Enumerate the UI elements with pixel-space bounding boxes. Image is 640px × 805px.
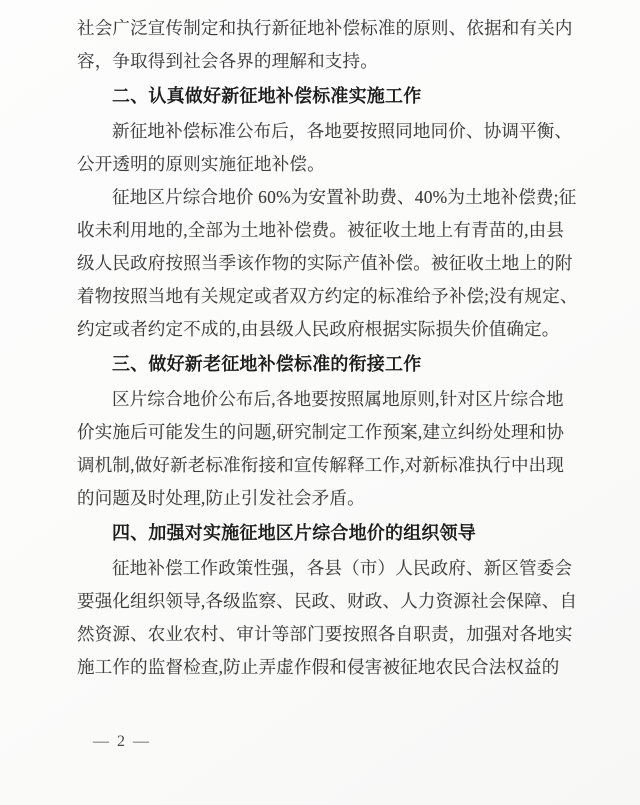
text-line: 价实施后可能发生的问题,研究制定工作预案,建立纠纷处理和协 — [77, 422, 565, 442]
text-line: 征地区片综合地价 60%为安置补助费、40%为土地补偿费;征 — [112, 187, 577, 207]
section-heading: 四、加强对实施征地区片综合地价的组织领导 — [112, 523, 476, 543]
section-heading: 二、认真做好新征地补偿标准实施工作 — [112, 86, 422, 106]
text-line: 级人民政府按照当季该作物的实际产值补偿。被征收土地上的附 — [77, 253, 573, 273]
text-line: 区片综合地价公布后,各地要按照属地原则,针对区片综合地 — [112, 389, 564, 409]
text-line: 新征地补偿标准公布后，各地要按照同地同价、协调平衡、 — [112, 121, 573, 141]
text-line: 征地补偿工作政策性强，各县（市）人民政府、新区管委会 — [112, 558, 573, 578]
text-line: 约定或者约定不成的,由县级人民政府根据实际损失价值确定。 — [77, 319, 560, 339]
text-line: 的问题及时处理,防止引发社会矛盾。 — [77, 488, 365, 508]
text-line: 施工作的监督检查,防止弄虚作假和侵害被征地农民合法权益的 — [77, 657, 560, 677]
text-line: 调机制,做好新老标准衔接和宣传解释工作,对新标准执行中出现 — [77, 455, 565, 475]
document-body — [77, 12, 578, 752]
text-line: 社会广泛宣传制定和执行新征地补偿标准的原则、依据和有关内 — [77, 18, 573, 38]
page-number: — 2 — — [93, 733, 151, 750]
text-line: 要强化组织领导,各级监察、民政、财政、人力资源社会保障、自 — [77, 591, 578, 611]
text-line: 收未利用地的,全部为土地补偿费。被征收土地上有青苗的,由县 — [77, 220, 565, 240]
text-line: 容，争取得到社会各界的理解和支持。 — [77, 51, 378, 71]
text-line: 着物按照当地有关规定或者双方约定的标准给予补偿;没有规定、 — [77, 286, 578, 306]
text-line: 然资源、农业农村、审计等部门要按照各自职责，加强对各地实 — [77, 624, 573, 644]
text-line: 公开透明的原则实施征地补偿。 — [77, 154, 325, 174]
section-heading: 三、做好新老征地补偿标准的衔接工作 — [112, 354, 422, 374]
